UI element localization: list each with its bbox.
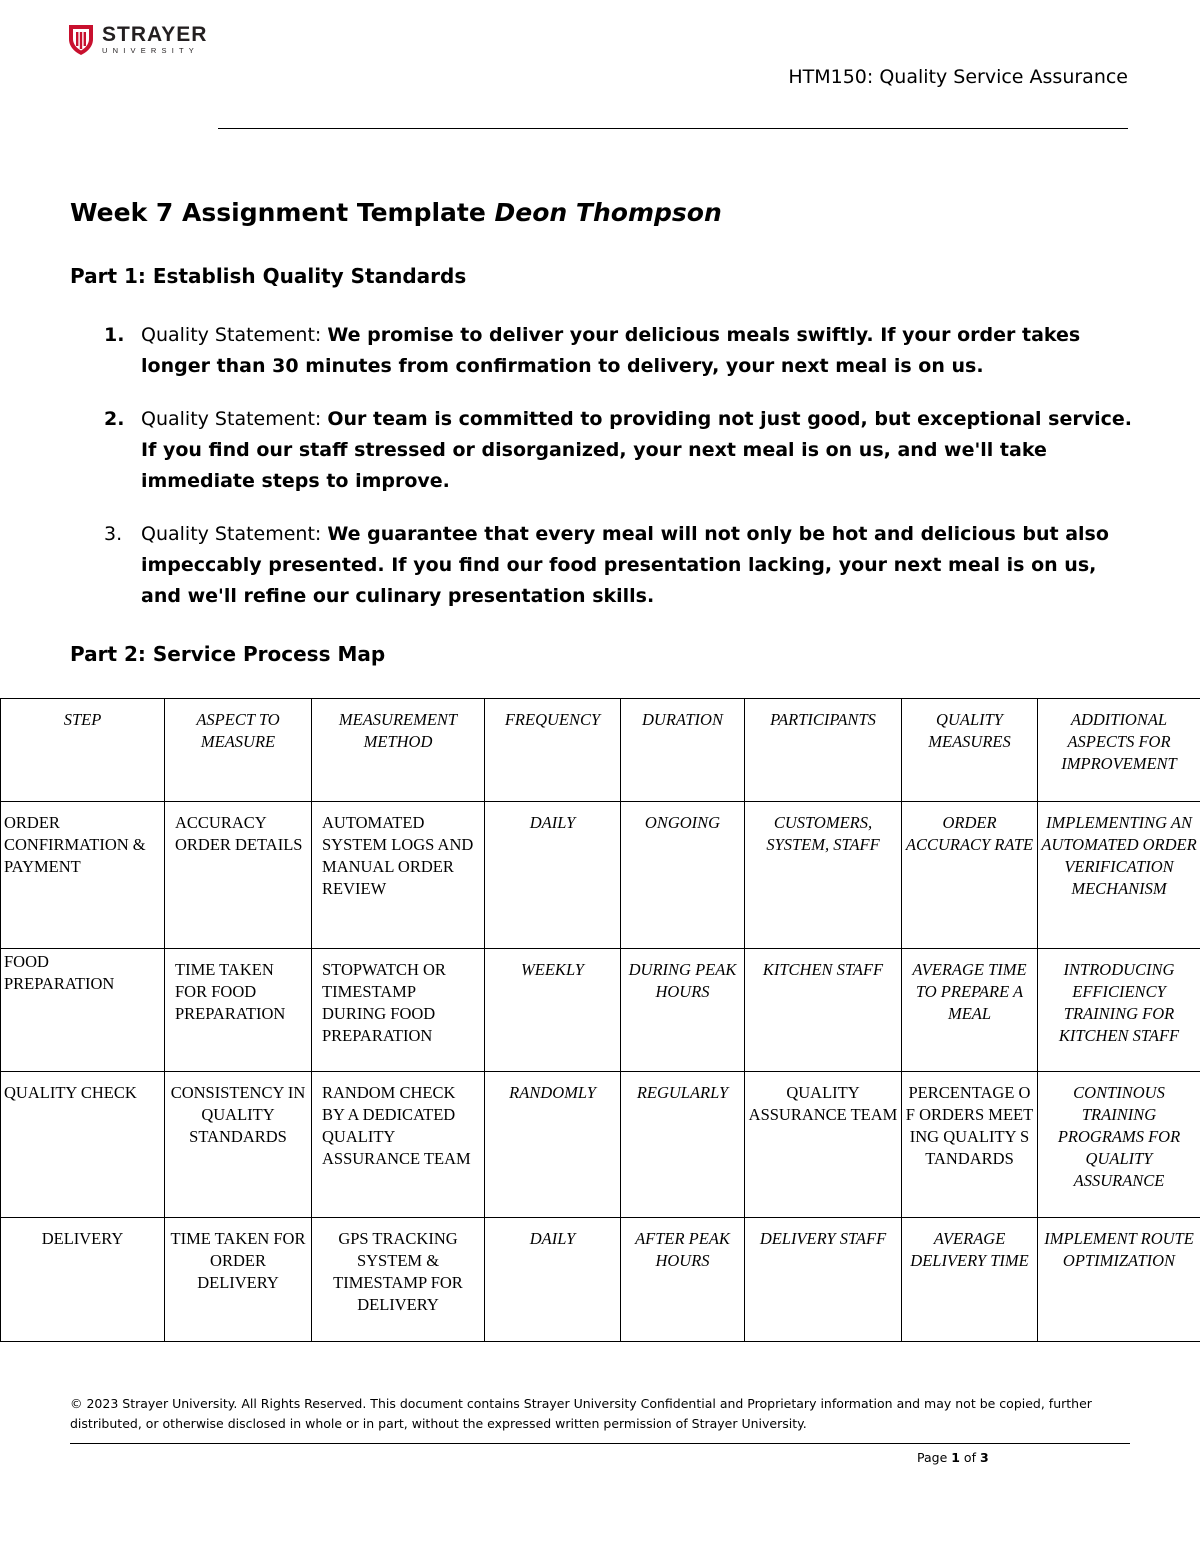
statement-text: Our team is committed to providing not just good, but exceptional service. If you find our staff stressed or disorganized, your next meal is on us, and we'll take immediate steps to improve. xyxy=(141,408,1133,492)
page-total: 3 xyxy=(979,1450,989,1465)
column-header: MEASUREMENT METHOD xyxy=(312,699,485,802)
column-header: DURATION xyxy=(621,699,745,802)
copyright-notice: © 2023 Strayer University. All Rights Reserved. This document contains Strayer University Confidential and Proprietary information and may not be copied, further distributed, or otherwise disclosed in whole or in part, without the expressed written permission of Strayer University. xyxy=(70,1396,1092,1431)
table-cell: DURING PEAK HOURS xyxy=(621,949,745,1072)
table-cell: DELIVERY STAFF xyxy=(745,1218,902,1342)
list-number: 3. xyxy=(104,523,123,545)
table-cell: KITCHEN STAFF xyxy=(745,949,902,1072)
table-row xyxy=(1,802,1200,949)
table-cell: ACCURACY ORDER DETAILS xyxy=(165,802,312,949)
statement-label: Quality Statement: xyxy=(141,408,328,430)
quality-statements-list xyxy=(104,320,1134,634)
table-cell: QUALITY CHECK xyxy=(1,1072,165,1218)
table-cell: AUTOMATED SYSTEM LOGS AND MANUAL ORDER REVIEW xyxy=(312,802,485,949)
statement-label: Quality Statement: xyxy=(141,324,328,346)
service-process-map-table xyxy=(0,698,1200,1342)
column-header: ASPECT TO MEASURE xyxy=(165,699,312,802)
table-cell: DAILY xyxy=(485,1218,621,1342)
table-cell: CUSTOMERS, SYSTEM, STAFF xyxy=(745,802,902,949)
part2-heading: Part 2: Service Process Map xyxy=(70,642,386,666)
table-cell: TIME TAKEN FOR FOOD PREPARATION xyxy=(165,949,312,1072)
logo-name: STRAYER xyxy=(102,22,208,46)
course-title: HTM150: Quality Service Assurance xyxy=(788,66,1128,88)
table-cell: INTRODUCING EFFICIENCY TRAINING FOR KITCHEN STAFF xyxy=(1038,949,1200,1072)
column-header: FREQUENCY xyxy=(485,699,621,802)
table-cell: IMPLEMENTING AN AUTOMATED ORDER VERIFICATION MECHANISM xyxy=(1038,802,1200,949)
page-current: 1 xyxy=(951,1450,960,1465)
table-cell: QUALITY ASSURANCE TEAM xyxy=(745,1072,902,1218)
footer-divider xyxy=(70,1443,1130,1444)
table-cell: IMPLEMENT ROUTE OPTIMIZATION xyxy=(1038,1218,1200,1342)
table-cell: AVERAGE DELIVERY TIME xyxy=(902,1218,1038,1342)
table-cell: FOOD PREPARATION xyxy=(1,949,165,1072)
table-row xyxy=(1,1072,1200,1218)
table-row xyxy=(1,1218,1200,1342)
table-cell: AVERAGE TIME TO PREPARE A MEAL xyxy=(902,949,1038,1072)
statement-text: We guarantee that every meal will not only be hot and delicious but also impeccably presented. If you find our food presentation lacking, your next meal is on us, and we'll refine our culinary presentation skills. xyxy=(141,523,1109,607)
list-item xyxy=(104,404,1134,497)
table-row xyxy=(1,949,1200,1072)
column-header: QUALITY MEASURES xyxy=(902,699,1038,802)
table-header-row xyxy=(1,699,1200,802)
table-cell: WEEKLY xyxy=(485,949,621,1072)
header-divider xyxy=(218,128,1128,129)
table-cell: CONSISTENCY IN QUALITY STANDARDS xyxy=(165,1072,312,1218)
list-number: 2. xyxy=(104,408,125,430)
table-cell: DAILY xyxy=(485,802,621,949)
list-item xyxy=(104,320,1134,382)
table-cell: ORDER CONFIRMATION & PAYMENT xyxy=(1,802,165,949)
table-cell: CONTINOUS TRAINING PROGRAMS FOR QUALITY ASSURANCE xyxy=(1038,1072,1200,1218)
table-cell: DELIVERY xyxy=(1,1218,165,1342)
shield-icon xyxy=(68,24,94,56)
table-cell: ORDER ACCURACY RATE xyxy=(902,802,1038,949)
table-cell: STOPWATCH OR TIMESTAMP DURING FOOD PREPARATION xyxy=(312,949,485,1072)
page-number xyxy=(917,1450,989,1465)
table-cell: TIME TAKEN FOR ORDER DELIVERY xyxy=(165,1218,312,1342)
title-main: Week 7 Assignment Template xyxy=(70,198,495,227)
column-header: STEP xyxy=(1,699,165,802)
table-cell: GPS TRACKING SYSTEM & TIMESTAMP FOR DELIVERY xyxy=(312,1218,485,1342)
page-label: Page xyxy=(917,1450,952,1465)
table-cell: PERCENTAGE OF ORDERS MEETING QUALITY STANDARDS xyxy=(902,1072,1038,1218)
table-cell: RANDOM CHECK BY A DEDICATED QUALITY ASSURANCE TEAM xyxy=(312,1072,485,1218)
statement-label: Quality Statement: xyxy=(141,523,328,545)
table-cell: REGULARLY xyxy=(621,1072,745,1218)
logo-subtitle: UNIVERSITY xyxy=(102,45,200,55)
table-cell: ONGOING xyxy=(621,802,745,949)
table-cell: RANDOMLY xyxy=(485,1072,621,1218)
list-item xyxy=(104,519,1134,612)
list-number: 1. xyxy=(104,324,125,346)
part1-heading: Part 1: Establish Quality Standards xyxy=(70,264,467,288)
student-name: Deon Thompson xyxy=(494,198,722,227)
column-header: ADDITIONAL ASPECTS FOR IMPROVEMENT xyxy=(1038,699,1200,802)
statement-text: We promise to deliver your delicious meals swiftly. If your order takes longer than 30 minutes from confirmation to delivery, your next meal is on us. xyxy=(141,324,1081,377)
page-of: of xyxy=(959,1450,980,1465)
table-cell: AFTER PEAK HOURS xyxy=(621,1218,745,1342)
column-header: PARTICIPANTS xyxy=(745,699,902,802)
strayer-logo xyxy=(68,24,207,56)
page-title xyxy=(70,198,722,227)
